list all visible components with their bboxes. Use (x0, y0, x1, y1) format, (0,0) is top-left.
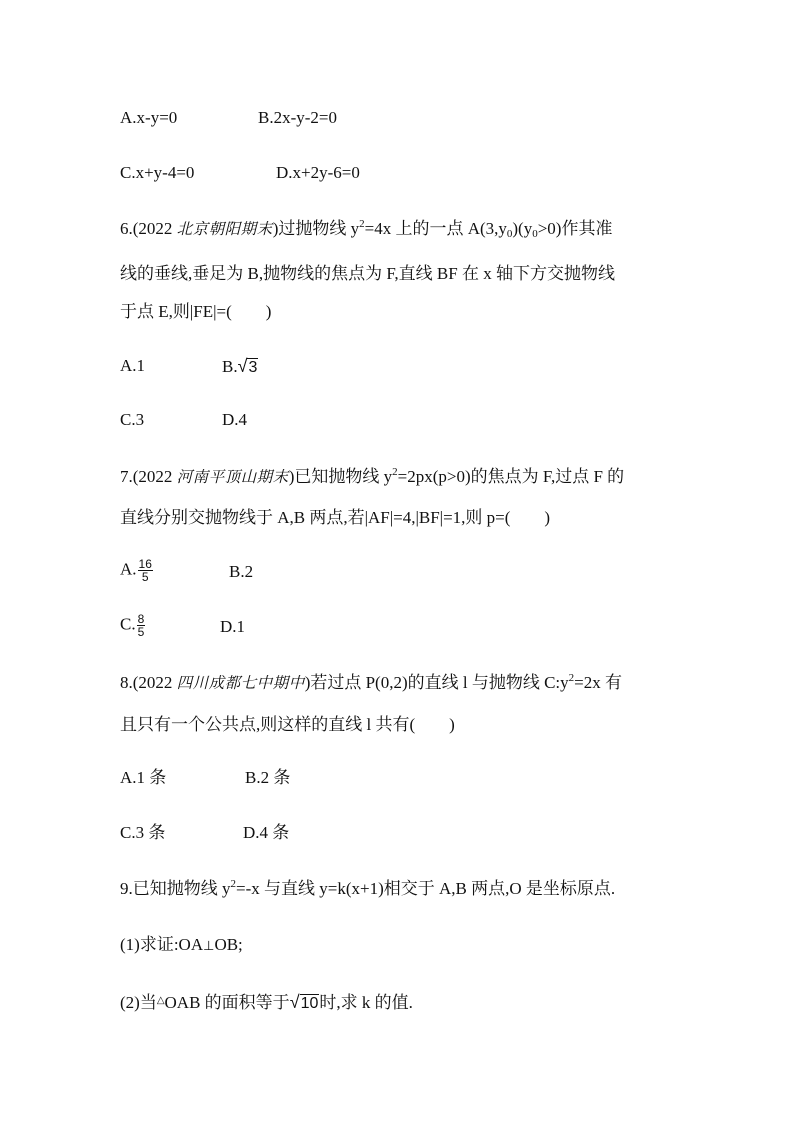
fraction (137, 613, 146, 638)
q8-text-a: )若过点 P(0,2)的直线 l 与抛物线 C:y (304, 673, 569, 692)
fraction-numerator: 8 (137, 612, 145, 626)
q5-option-d: D.x+2y-6=0 (276, 163, 360, 182)
q8-source: 四川成都七中期中 (176, 674, 305, 692)
q7-source: 河南平顶山期末 (176, 468, 289, 486)
q9-part2-radicand: 10 (300, 995, 319, 1012)
q6-option-b (222, 355, 258, 379)
perpendicular-icon: ⊥ (203, 939, 215, 954)
q7-option-c (120, 613, 145, 638)
fraction (138, 558, 153, 583)
q7-sup: 2 (392, 466, 398, 478)
q9-part2-text-a: (2)当 (120, 993, 157, 1012)
q7-option-d: D.1 (220, 617, 246, 636)
q6-sub-1: 0 (506, 228, 513, 240)
fraction-denominator: 5 (141, 570, 149, 584)
q7-stem-line2: 直线分别交抛物线于 A,B 两点,若|AF|=4,|BF|=1,则 p=( ) (120, 508, 551, 527)
q6-source: 北京朝阳期末 (176, 220, 273, 238)
q9-sup: 2 (230, 878, 236, 890)
q9-part2-text-c: 时,求 k 的值. (319, 993, 413, 1012)
q8-text-b: =2x 有 (574, 673, 623, 692)
q7-option-a-prefix: A. (120, 559, 137, 579)
q9-part1 (120, 934, 243, 958)
q9-part1-text-b: OB; (214, 935, 243, 954)
q9-part2-text-b: OAB 的面积等于 (164, 993, 290, 1012)
q7-number: 7.(2022 (120, 467, 173, 486)
q6-text-b: =4x 上的一点 A(3,y (364, 219, 507, 238)
q8-option-b: B.2 条 (245, 768, 291, 787)
q9-text-a: 9.已知抛物线 y (120, 879, 231, 898)
q5-option-c: C.x+y-4=0 (120, 163, 195, 182)
q6-sup: 2 (359, 218, 365, 230)
q7-stem-line1 (120, 466, 624, 488)
q7-text-a: )已知抛物线 y (288, 467, 393, 486)
sqrt-symbol: √10 (289, 992, 319, 1012)
q6-sub-2: 0 (532, 228, 538, 240)
q6-option-a: A.1 (120, 356, 146, 375)
q6-stem-line1 (120, 218, 612, 240)
q7-option-b: B.2 (229, 562, 254, 581)
fraction-denominator: 5 (137, 625, 145, 639)
q8-option-a: A.1 条 (120, 768, 167, 787)
q6-text-c: )(y (512, 219, 533, 238)
q9-part1-text-a: (1)求证:OA (120, 935, 204, 954)
q6-number: 6.(2022 (120, 219, 173, 238)
q6-text-d: >0)作其准 (537, 219, 613, 238)
q6-option-b-prefix: B. (222, 357, 238, 376)
q8-sup: 2 (568, 672, 575, 684)
q8-stem-line1 (120, 672, 622, 694)
q8-stem-line2: 且只有一个公共点,则这样的直线 l 共有( ) (120, 715, 455, 734)
q8-number: 8.(2022 (120, 673, 173, 692)
q7-option-a (120, 558, 153, 583)
q9-part2 (120, 990, 413, 1015)
q6-option-d: D.4 (222, 410, 248, 429)
q6-stem-line2: 线的垂线,垂足为 B,抛物线的焦点为 F,直线 BF 在 x 轴下方交抛物线 (120, 264, 615, 283)
q6-stem-line3: 于点 E,则|FE|=( ) (120, 302, 272, 321)
q8-option-d: D.4 条 (243, 823, 290, 842)
q8-option-c: C.3 条 (120, 823, 166, 842)
q5-option-a: A.x-y=0 (120, 108, 178, 127)
q9-text-b: =-x 与直线 y=k(x+1)相交于 A,B 两点,O 是坐标原点. (236, 879, 616, 898)
fraction-numerator: 16 (138, 557, 152, 571)
q7-option-c-prefix: C. (120, 614, 136, 634)
q6-option-c: C.3 (120, 410, 145, 429)
sqrt-symbol: √3 (237, 356, 258, 376)
q9-stem-line1 (120, 878, 615, 900)
q6-text-a: )过抛物线 y (272, 219, 360, 238)
q6-option-b-radicand: 3 (248, 359, 258, 376)
q5-option-b: B.2x-y-2=0 (258, 108, 337, 127)
q7-text-b: =2px(p>0)的焦点为 F,过点 F 的 (397, 467, 625, 486)
triangle-icon: △ (156, 995, 165, 1006)
